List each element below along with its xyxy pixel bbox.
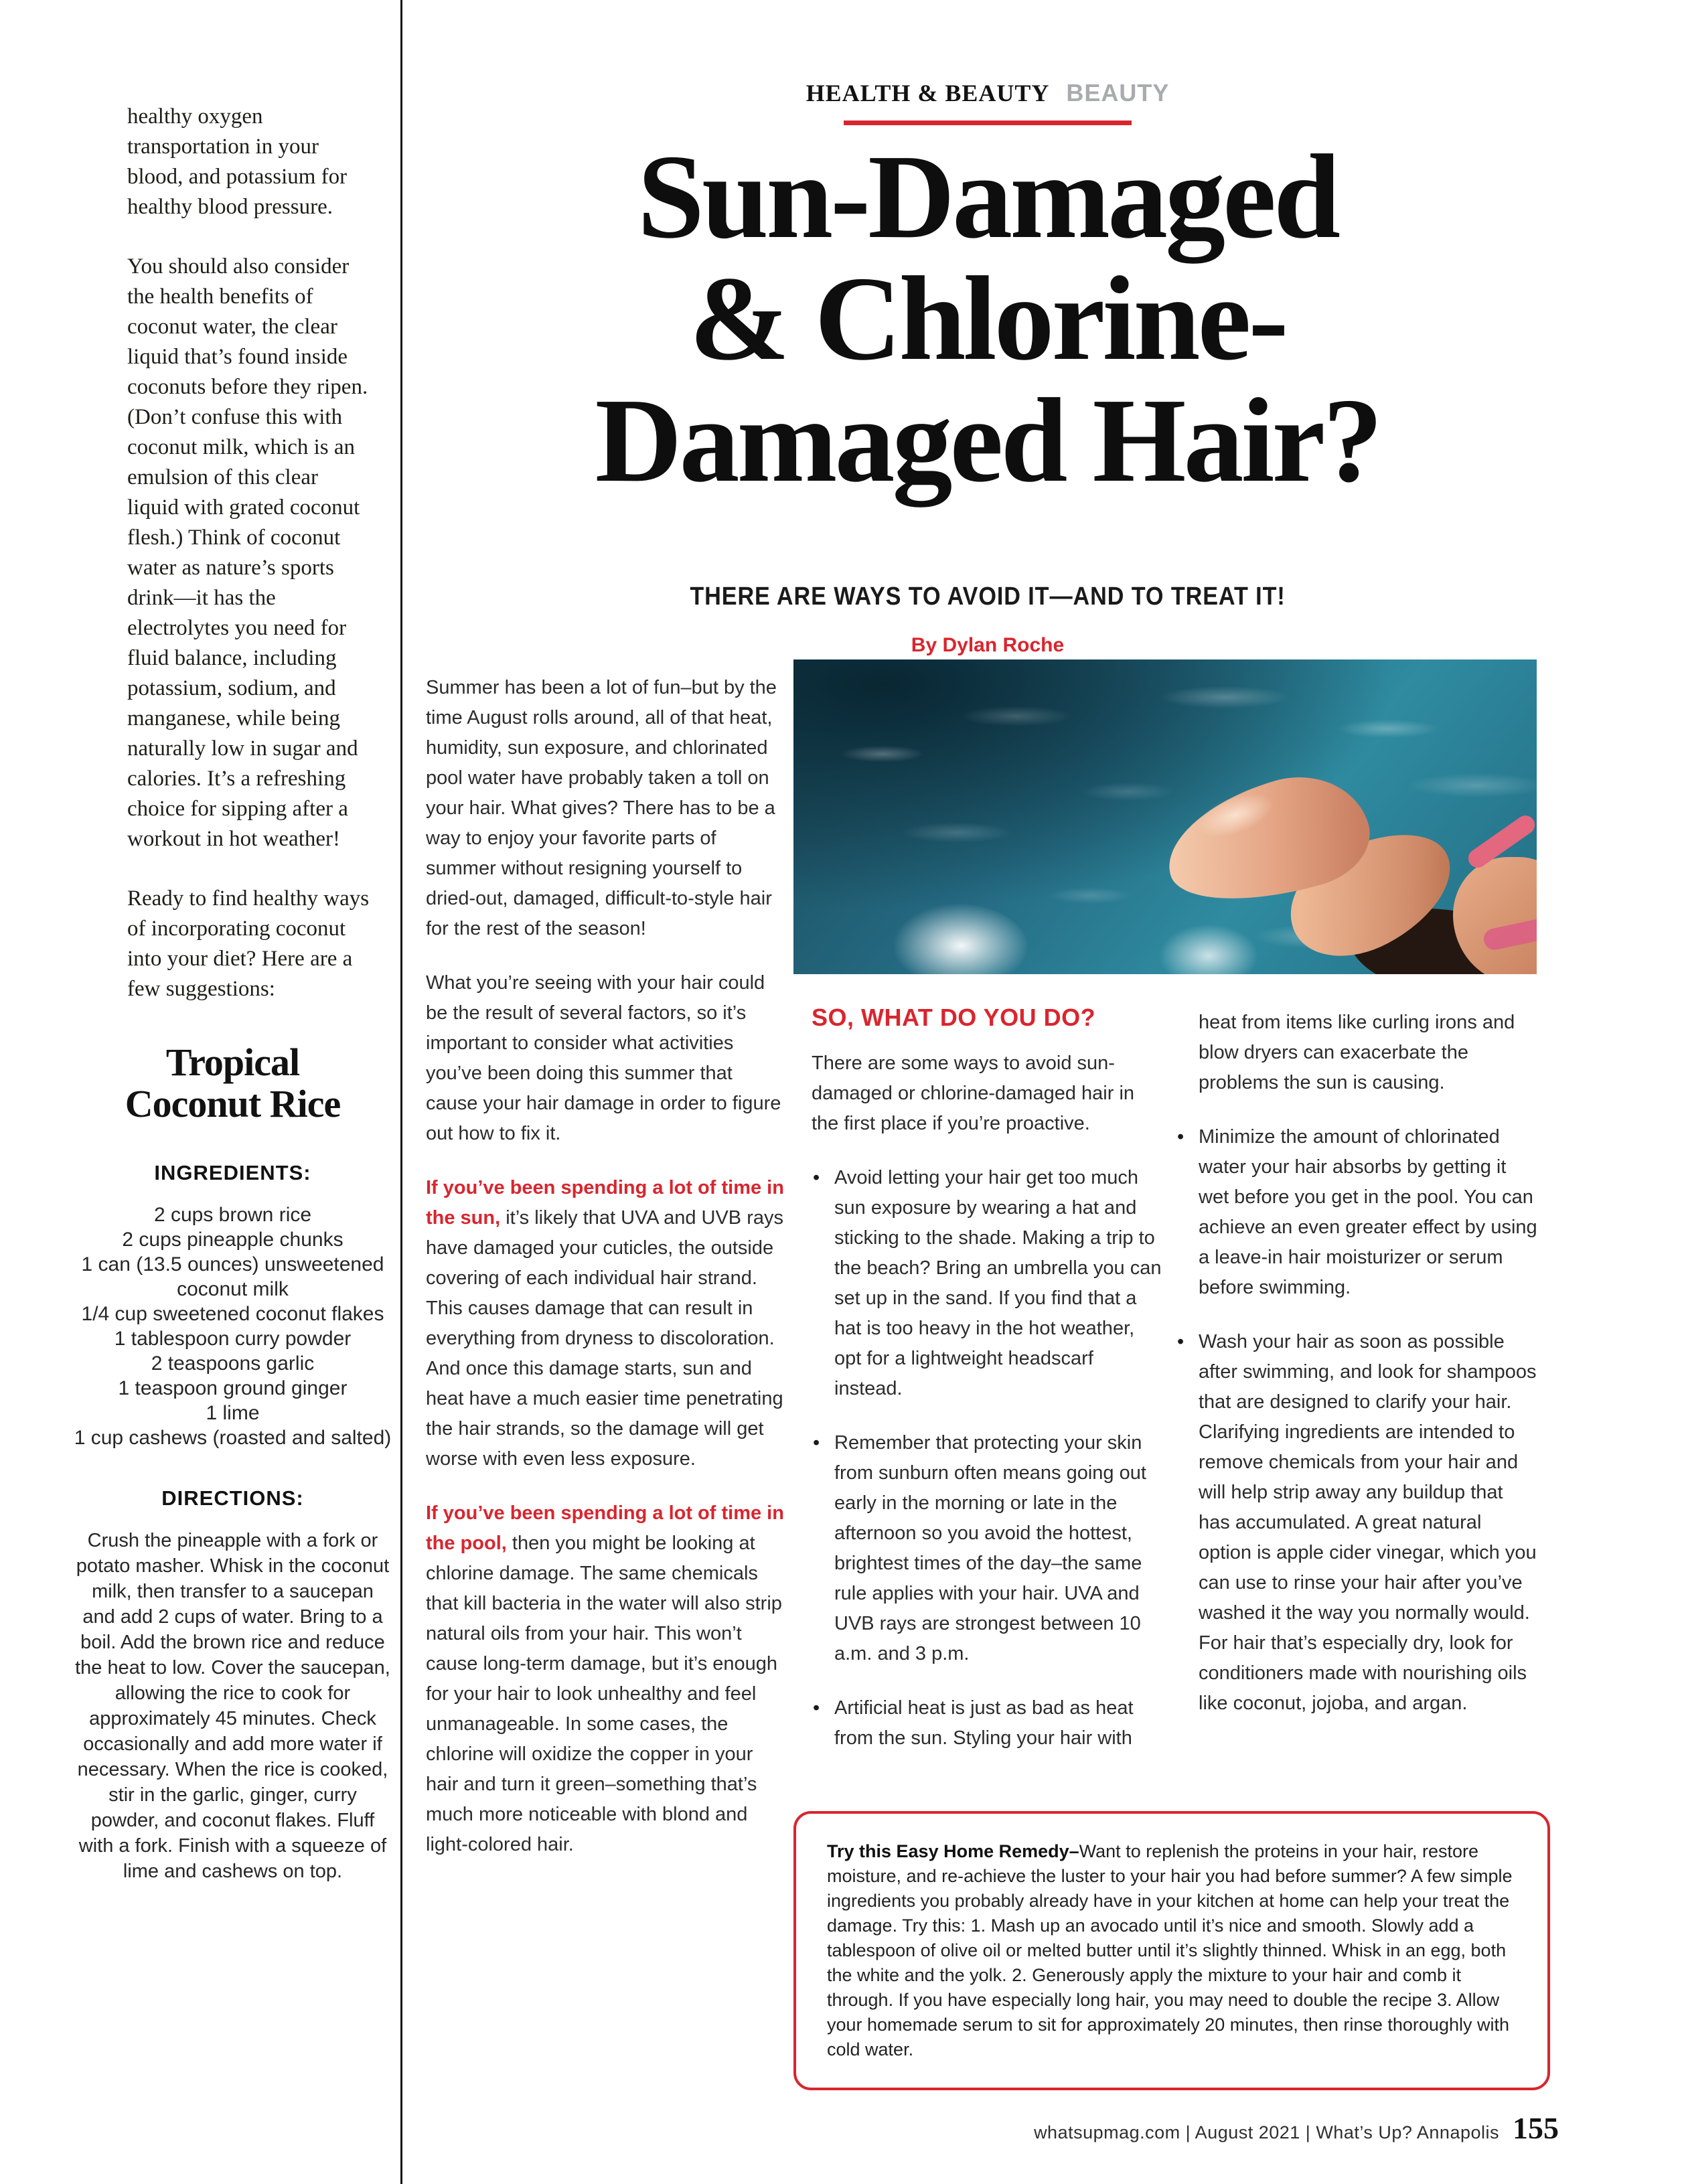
section-heading: SO, WHAT DO YOU DO? [812,1004,1096,1031]
recipe-title-line-2: Coconut Rice [125,1082,341,1125]
body-paragraph-continuation: heat from items like curling irons and blow dryers can exacerbate the problems the sun is causing. [1199,1012,1515,1093]
section-label: HEALTH & BEAUTY [806,80,1050,106]
ingredient-item: 2 teaspoons garlic [151,1352,315,1375]
sidebar-paragraph-2: You should also consider the health benefits of coconut water, the clear liquid that’s found inside coconuts before they ripen. (Don’t confuse this with coconut milk, which is an emulsion of this clear liquid with grated coconut flesh.) Think of coconut water as nature’s sports drink—it has the electrolytes you need for fluid balance, including potassium, sodium, and manganese, while being naturally low in sugar and calories. It’s a refreshing choice for sipping after a workout in hot weather! [127,254,368,851]
paragraph-text: it’s likely that UVA and UVB rays have damaged your cuticles, the outside covering of each individual hair strand. This causes damage that can result in everything from dryness to discoloration. And once this damage starts, sun and heat have a much easier time penetrating the hair strands, so the damage will get worse with even less exposure. [426,1207,783,1470]
page-footer [1034,2110,1559,2146]
footer-info-line: whatsupmag.com | August 2021 | What’s Up? Annapolis [1034,2122,1499,2142]
page-number: 155 [1513,2111,1559,2145]
recipe-title-line-1: Tropical [165,1040,300,1084]
red-divider-rule [844,121,1132,125]
bullet-item: • Avoid letting your hair get too much sun exposure by wearing a hat and sticking to the shade. Making a trip to the beach? Bring an umbrella you can set up in the sand. If you find that a hat is too heavy in the hot weather, opt for a lightweight headscarf instead. [812,1163,1165,1404]
article-byline: By Dylan Roche [911,633,1065,656]
body-paragraph: What you’re seeing with your hair could be the result of several factors, so it’s important to consider what activities you’ve been doing this summer that cause your hair damage in order to figure out how to fix it. [426,972,781,1144]
body-column-1 [426,673,784,1860]
article-title [415,130,1560,507]
home-remedy-callout-box [793,1811,1550,2090]
ingredient-item: 1 tablespoon curry powder [114,1328,352,1350]
body-column-3 [1176,1008,1537,1719]
ingredient-item: 1 teaspoon ground ginger [118,1377,348,1399]
ingredient-item: 1 cup cashews (roasted and salted) [74,1427,392,1449]
ingredient-item: 2 cups pineapple chunks [122,1229,343,1251]
paragraph-text: then you might be looking at chlorine damage. The same chemicals that kill bacteria in the water will also strip natural oils from your hair. This won’t cause long-term damage, but it’s enough for your hair to look unhealthy and feel unmanageable. In some cases, the chlorine will oxidize the copper in your hair and turn it green–something that’s much more noticeable with blond and light-colored hair. [426,1533,782,1855]
body-paragraph: There are some ways to avoid sun-damaged or chlorine-damaged hair in the first place if you’re proactive. [812,1052,1135,1134]
ingredient-item: 1 can (13.5 ounces) unsweetened coconut milk [81,1253,384,1300]
ingredient-item: 1/4 cup sweetened coconut flakes [81,1303,384,1325]
pool-photo [793,659,1537,974]
bullet-item: • Wash your hair as soon as possible after swimming, and look for shampoos that are designed to clarify your hair. Clarifying ingredients are intended to remove chemicals from your hair and will help strip away any buildup that has accumulated. A great natural option is apple cider vinegar, which you can use to rinse your hair after you’ve washed it the way you normally would. For hair that’s especially dry, look for conditioners made with nourishing oils like coconut, jojoba, and argan. [1176,1327,1537,1719]
column-divider-rule [400,0,402,2184]
body-column-2 [812,1002,1165,1753]
directions-heading: DIRECTIONS: [161,1486,304,1510]
bullet-item: • Remember that protecting your skin from sunburn often means going out early in the morning or late in the afternoon so you avoid the hottest, brightest times of the day–the same rule applies with your hair. UVA and UVB rays are strongest between 10 a.m. and 3 p.m. [812,1428,1165,1669]
left-sidebar [74,102,392,1884]
bullet-item: • Artificial heat is just as bad as heat from the sun. Styling your hair with [812,1693,1165,1753]
red-lead-in: If you’ve been spending a lot of time in the sun, [426,1177,784,1229]
title-line-3: Damaged Hair? [595,374,1381,507]
remedy-text [827,1839,1517,2062]
directions-text: Crush the pineapple with a fork or potato masher. Whisk in the coconut milk, then transfer to a saucepan and add 2 cups of water. Bring to a boil. Add the brown rice and reduce the heat to low. Cover the saucepan, allowing the rice to cook for approximately 45 minutes. Check occasionally and add more water if necessary. When the rice is cooked, stir in the garlic, ginger, curry powder, and coconut flakes. Fluff with a fork. Finish with a squeeze of lime and cashews on top. [75,1530,390,1882]
title-line-1: Sun-Damaged [637,130,1339,263]
ingredients-heading: INGREDIENTS: [154,1161,311,1184]
section-sublabel: BEAUTY [1066,79,1170,106]
red-lead-in: If you’ve been spending a lot of time in the pool, [426,1502,784,1554]
ingredient-item: 2 cups brown rice [153,1204,312,1226]
article-subtitle: THERE ARE WAYS TO AVOID IT—AND TO TREAT IT! [690,582,1286,611]
remedy-lead-in: Try this Easy Home Remedy– [827,1841,1079,1861]
ingredients-list [74,1202,392,1450]
title-line-2: & Chlorine- [689,252,1286,385]
sidebar-paragraph-1: healthy oxygen transportation in your blood, and potassium for healthy blood pressure. [127,104,348,219]
bullet-item: • Minimize the amount of chlorinated water your hair absorbs by getting it wet before you get in the pool. You can achieve an even greater effect by using a leave-in hair moisturizer or serum before swimming. [1176,1122,1537,1303]
sidebar-paragraph-3: Ready to find healthy ways of incorporating coconut into your diet? Here are a few suggestions: [127,886,370,1001]
section-kicker [415,79,1560,107]
body-paragraph [426,1173,784,1474]
main-content [415,0,1560,2184]
ingredient-item: 1 lime [206,1402,260,1424]
recipe-title [74,1042,392,1125]
body-paragraph: Summer has been a lot of fun–but by the time August rolls around, all of that heat, humidity, sun exposure, and chlorinated pool water have probably taken a toll on your hair. What gives? There has to be a way to enjoy your favorite parts of summer without resigning yourself to dried-out, damaged, difficult-to-style hair for the rest of the season! [426,677,777,939]
body-paragraph [426,1498,784,1860]
remedy-body: Want to replenish the proteins in your hair, restore moisture, and re-achieve the luster to your hair you had before summer? A few simple ingredients you probably already have in your kitchen at home can help your treat the damage. Try this: 1. Mash up an avocado until it’s nice and smooth. Slowly add a tablespoon of olive oil or melted butter until it’s slightly thinned. Whisk in an egg, both the white and the yolk. 2. Generously apply the mixture to your hair and comb it through. If you have especially long hair, you may need to double the recipe 3. Allow your homemade serum to sit for approximately 20 minutes, then rinse thoroughly with cold water. [827,1841,1513,2059]
